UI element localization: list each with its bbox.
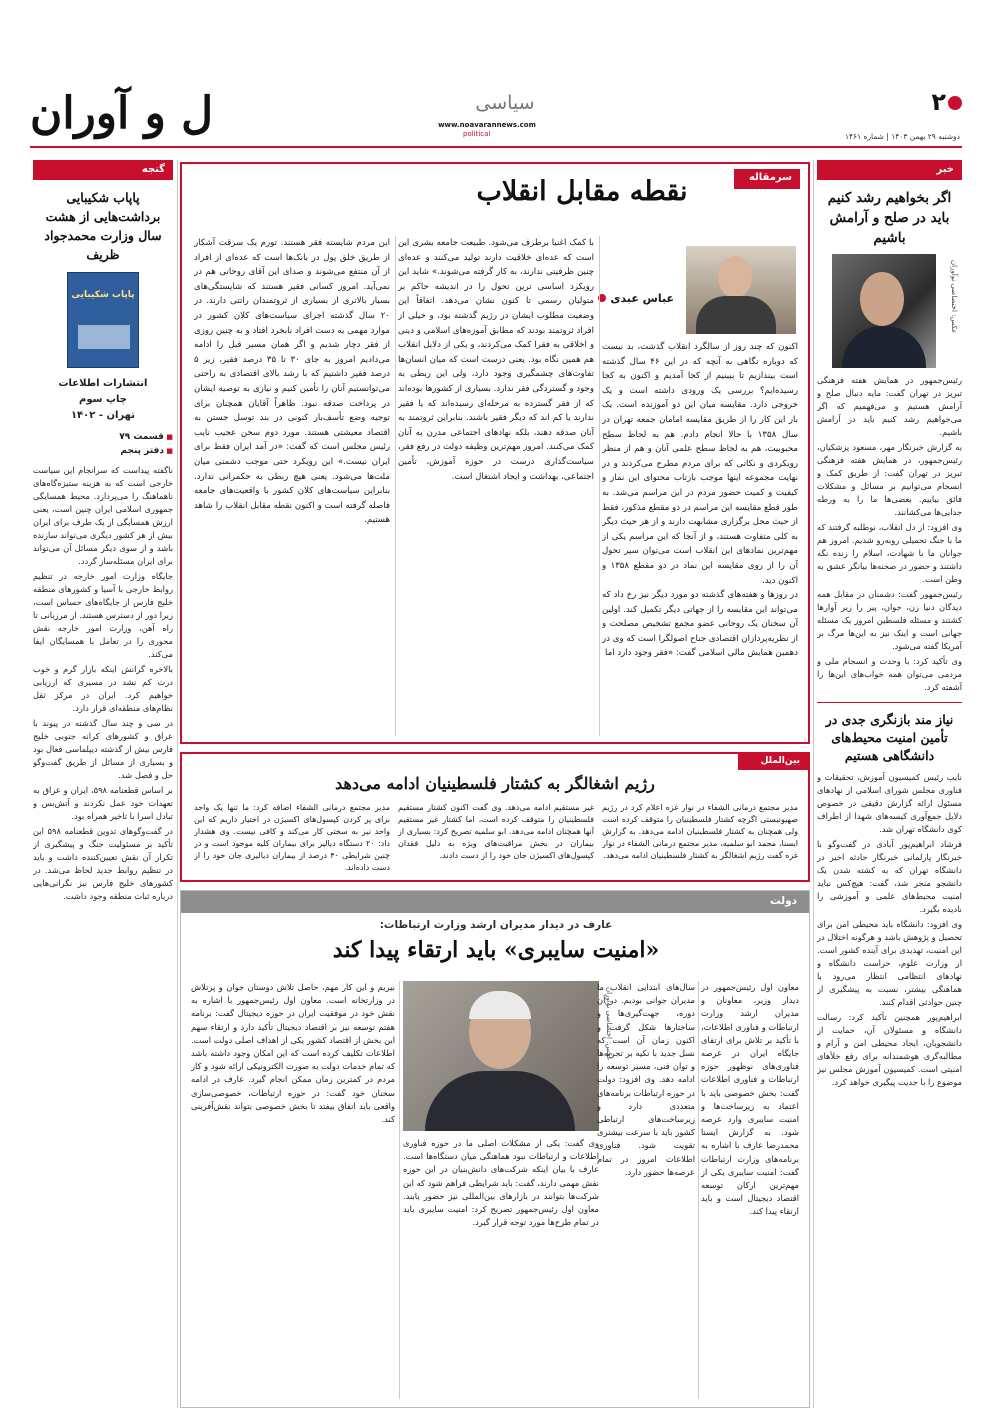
news-label: خبر [817,160,962,180]
book-body [33,464,173,903]
editorial-text: اکنون که چند روز از سالگرد انقلاب گذشت، بد نیست که دوباره نگاهی به آنچه که در این ۴۶ سال گذشته است بیندازیم تا ببینیم از کجا آمدیم و اکنون به کجا رسیده‌ایم؟ بررسی یک ورودی داشته است و یک خروجی دارد. مقایسه میان این دو آموزنده است. یک بار این کار را از طریق مقایسه امامان جمعه تهران در سال ۱۳۵۸ با حالا انجام دادم. هم به لحاظ سطح محبوبیت، هم به لحاظ سطح علمی آنان و هم از منظر رویکردی و نکاتی که برای مردم مطرح می‌کردند و در نهایت مجموعه اینها موجب بازتاب محتوای این نماز و کیفیت و کمیت حضور مردم در این مراسم می‌شد. به طور قطع مقایسه این مراسم در دو مقطع مذکور، فقط از حیث محل برگزاری مشابهت دارند و از هر حیث دیگر به کلی متفاوت هستند، و از آنجا که این مراسم یکی از مهم‌ترین نمادهای این انقلاب است می‌توان سیر تحول آن را از روی مقایسه این نماد در دو مقطع ۱۳۵۸ و اکنون دید. [602,342,798,586]
news-body [817,374,962,694]
book-cover-graphic [78,325,130,349]
editorial-text: در روزها و هفته‌های گذشته دو مورد دیگر نیز رخ داد که می‌تواند این مقایسه را از جهاتی دیگر تکمیل کند. اولین آن سخنان یک روحانی عضو مجمع تشخیص مصلحت و از نظریه‌پردازان اقتصادی جناح اصولگرا است که وی در دهمین همایش مالی اسلامی گفت: «فقر وجود دارد اما [602,590,798,659]
news-paragraph: ابراهیم‌پور همچنین تأکید کرد: رسالت دانشگاه و مسئولان آن، حمایت از دانشجویان، ایجاد محیطی امن و آرام و مطالبه‌گری هوشمندانه برای رفع خلأهای امنیتی است. کمیسیون آموزش مجلس نیز موضوع را با جدیت پیگیری خواهد کرد. [817,1012,962,1087]
book-cover [67,272,139,368]
news-paragraph: به گزارش خبرنگار مهر، مسعود پزشکیان، رئیس‌جمهور، در همایش هفته فرهنگی تبریز در تهران گفت: از طریق کمک و انسجام می‌توانیم بر مسائل و مشکلات فائق بیاییم. بعضی‌ها ما را به ورطه جدایی‌ها می‌کشانند. [817,442,962,517]
government-column: وی گفت: یکی از مشکلات اصلی ما در حوزه فناوری اطلاعات و ارتباطات نبود هماهنگی میان دستگاه‌ها است. عارف با بیان اینکه شرکت‌های دانش‌بنیان در این حوزه نقش مهمی دارند، گفت: باید شرایطی فراهم شود که این شرکت‌ها بتوانند در بازارهای بین‌المللی نیز حضور یابند. معاون اول رئیس‌جمهور تصریح کرد: امنیت سایبری باید در تمام طرح‌ها مورد توجه قرار گیرد. [403,1138,599,1228]
issue-date: دوشنبه ۲۹ بهمن ۱۴۰۳ | شماره ۱۴۶۱ [845,132,960,141]
photo-suit-shape [842,326,926,368]
column-divider [698,981,699,1399]
editorial-label: سرمقاله [734,169,800,189]
page-number: ۲ [931,88,946,116]
international-column: مدیر مجتمع درمانی الشفاء در نوار غزه اعلام کرد در رژیم صهیونیستی اگرچه کشتار فلسطینیان را متوقف کرده است ولی همچنان به کشتار فلسطینیان ادامه می‌دهد. به گزارش ایسنا، محمد ابو سلمیه، مدیر مجتمع درمانی الشفاء در نوار غزه گفت رژیم اشغالگر به کشتار فلسطینیان ادامه می‌دهد. [602,803,798,860]
government-column: سال‌های ابتدایی انقلاب ما مدیران جوانی بودیم. در آن دوره، جهت‌گیری‌ها و ساختارها شکل گرفت و اکنون زمان آن است که نسل جدید با تکیه بر تجربه‌ها و توان فنی، مسیر توسعه را ادامه دهد. وی افزود: دولت در حوزه ارتباطات برنامه‌های متعددی دارد و زیرساخت‌های ارتباطی کشور باید با سرعت بیشتری تقویت شود. فناوری اطلاعات امروز در تمام عرصه‌ها حضور دارد. [597,982,695,1177]
book-paragraph: در سی و چند سال گذشته در پیوند با عراق و کشورهای کرانه جنوبی خلیج فارس بیش از گذشته دیپلماسی فعال بود و بسیاری از مسائل از طریق گفت‌وگو حل و فصل شد. [33,718,173,780]
photo-hair-shape [469,991,531,1019]
book-label: گنجه [33,160,173,180]
editorial-author[interactable]: عباس عبدی [598,292,674,305]
news-column [817,160,962,1407]
government-kicker: عارف در دیدار مدیران ارشد وزارت ارتباطات: [379,919,613,931]
news-paragraph: فرشاد ابراهیم‌پور آبادی در گفت‌وگو با خبرنگار پارلمانی خبرنگار حادثه اخیر در دانشگاه تهران که به کشته شدن یک دانشجو منجر شد، گفت: هیچ‌کس نباید امنیت محیط‌های علمی و آموزشی را نادیده بگیرد. [817,839,962,914]
column-divider [599,236,600,736]
photo-head-shape [718,256,752,298]
news-photo-wrap [817,254,962,368]
column-divider [395,236,396,736]
book-paragraph: بر اساس قطعنامه ۵۹۸، ایران و عراق به تعهدات خود عمل نکردند و آتش‌بس و تبادل اسرا با تاخیر همراه بود. [33,785,173,821]
book-publisher: انتشارات اطلاعات [58,378,148,389]
book-paragraph: جایگاه وزارت امور خارجه در تنظیم روابط خارجی با آسیا و کشورهای منطقه خلیج فارس از جایگاه‌های حساس است، زیرا دور از دسترس هستند. از مرزبانی تا راه آهن، وزارت امور خارجه نقش محوری را در تعامل با همسایگان ایفا می‌کند. [33,571,173,659]
international-headline[interactable]: رژیم اشغالگر به کشتار فلسطینیان ادامه می‌دهد [335,774,655,793]
government-box [180,890,810,1408]
news-separator [817,702,962,703]
book-part: ■ قسمت ۷۹ [33,430,173,444]
aref-photo [403,981,599,1131]
university-security-headline[interactable]: نیاز مند بازنگری جدی در تأمین امنیت محیط‌های دانشگاهی هستیم [825,712,954,763]
government-column: معاون اول رئیس‌جمهور در دیدار وزیر، معاونان و مدیران ارشد وزارت ارتباطات و فناوری اطلاعات، با تأکید بر تلاش برای ارتقای جایگاه ایران در عرصه فناوری‌های نوظهور حوزه ارتباطات و فناوری اطلاعات گفت: بخش خصوصی باید با اعتماد به زیرساخت‌ها و امنیت سایبری وارد عرصه شود. به گزارش ایسنا محمدرضا عارف با اشاره به برنامه‌های وزارت ارتباطات گفت: امنیت سایبری یکی از مهم‌ترین ارکان توسعه اقتصاد دیجیتال است و باید ارتقاء پیدا کند. [701,982,799,1217]
news-headline[interactable]: اگر بخواهیم رشد کنیم باید در صلح و آرامش باشیم [827,190,952,246]
news-paragraph: وی افزود: از دل انقلاب، نوطلبه گرفتند که ما با جنگ تحمیلی روبه‌رو شدیم. امروز هم جوانان ما با شهادت، اسلام را زنده نگه داشتند و حضور در صحنه‌ها بیانگر عشق به وطن است. [817,522,962,584]
photo-suit-shape [425,1071,575,1131]
editorial-box [180,162,810,744]
section-tag-english: political [463,130,491,138]
international-column: غیر مستقیم ادامه می‌دهد. وی گفت اکنون کشتار مستقیم فلسطینیان را متوقف کرده است، اما کشتار غیر مستقیم آنها همچنان ادامه می‌دهد. ابو سلمیه تصریح کرد: بسیاری از بیماران در بخش مراقبت‌های ویژه به دلیل فقدان کپسول‌های اکسیژن جان خود را از دست دادند. [398,803,594,860]
site-url[interactable]: www.noavarannews.com [438,121,536,129]
international-label: بین‌الملل [738,754,808,770]
page-dot-icon [948,96,962,110]
book-edition: چاپ سوم [79,394,127,405]
author-photo [686,246,796,334]
photo-head-shape [860,272,904,326]
photo-credit: عکس: اختصاصی نوآوران [950,260,958,334]
book-place-year: تهران - ۱۴۰۲ [70,410,136,421]
page-column-divider [813,160,814,1408]
book-column [33,160,173,1407]
government-label: دولت [181,891,809,913]
column-divider [399,981,400,1399]
government-column: بیریم و این کار مهم، حاصل تلاش دوستان جوان و پرتلاش در وزارتخانه است. معاون اول رئیس‌جمهور با اشاره به نقش خود در موفقیت ایران در حوزه دیجیتال گفت: برنامه هفتم توسعه نیز بر اقتصاد دیجیتال تأکید دارد و ارتقاء سهم این بخش از اقتصاد کشور یکی از اهداف اصلی دولت است. اطلاعات تکلیف کرده است که این امکان وجود داشته باشد که تمام خدمات دولت به صورت الکترونیکی ارائه شود و کار مردم در کمترین زمان ممکن انجام گیرد. عارف در ادامه سخنان خود گفت: در حوزه ارتباطات، خصوصی‌سازی واقعی باید اتفاق بیفتد تا بخش خصوصی بتواند نقش‌آفرینی کند. [191,982,395,1125]
news-paragraph: نایب رئیس کمیسیون آموزش، تحقیقات و فناوری مجلس شورای اسلامی از نهادهای مسئول ارائه گزارش دقیقی در خصوص دلایل جمع‌آوری کیسه‌های شهدا از اطراف کوی دانشگاه تهران شد. [817,772,962,834]
header-divider [30,146,962,148]
book-paragraph: بالاخره گرانش اینکه بازار گرم و خوب درت کم نشد در مسیری که ارزیابی خواهیم کرد. ایران در مرکز ثقل نظام‌های منطقه‌ای قرار دارد. [33,664,173,713]
international-box [180,752,810,882]
news-paragraph: رئیس‌جمهور در همایش هفته فرهنگی تبریز در تهران گفت: مایه دنبال صلح و آرامش هستیم و می‌فهمیم که اگر می‌خواهیم رشد کنیم باید در آرامش باشیم. [817,375,962,437]
president-photo [832,254,936,368]
photo-body-shape [696,296,776,334]
editorial-column: این مردم شایسته فقر هستند. تورم یک سرقت آشکار از طریق خلق پول در بانک‌ها است که عده‌ای از افراد از آن منتفع می‌شوند و صدای این آقای روحانی هم در نمی‌آید. امروز کسانی فقیر هستند که شایستگی‌های بسیار بالاتری از بسیاری از ثروتمندان راتتی دارند. در ۲۰ سال گذشته اجرای سیاست‌های کلان کشور در موارد مهمی به دست افراد نابخرد افتاد و به چنین روزی از فقر دچار شدیم و اگر همان مسیر قبل را ادامه می‌دادیم امروز به جای ۳۰ تا ۳۵ درصد فقیر، زیر ۵ درصد فقیر داشتیم که با رشد بالای اقتصادی به راحتی می‌توانستیم آنان را تأمین کنیم و نیازی به توصیه ایشان در پرداخت صدقه نبود. ظاهراً آقایان همچنان برای توجیه وضع تأسف‌بار کنونی در بند توسل جستن به اقتصاد معیشتی هستند. مورد دوم سخن عجیب نایب رئیس مجلس است که گفت: «در آمد ایران فقط برای ایران نیست.» این رویکرد حتی موجب دشمنی میان ملت‌ها می‌شود. یعنی هیچ ربطی به حکمرانی ندارد. بنابراین سیاست‌های کلان کشور با واقعیت‌های جامعه فاصله گرفته است و اکنون نقطه مقابل انقلاب را شاهد هستیم. [194,238,390,526]
news-paragraph: وی افزود: دانشگاه باید محیطی امن برای تحصیل و پژوهش باشد و هرگونه اختلال در این امنیت، تهدیدی برای آینده کشور است. از وزارت علوم، حراست دانشگاه و نهادهای انتظامی انتظار می‌رود با هماهنگی بیشتر، نسبت به پیشگیری از چنین حوادثی اقدام کنند. [817,919,962,1007]
news-paragraph: وی تأکید کرد: با وحدت و انسجام ملی و مردمی می‌توان همه خواب‌های این‌ها را آشفته کرد. [817,656,962,692]
international-column: مدیر مجتمع درمانی الشفاء اضافه کرد: ما تنها یک واحد برای پر کردن کپسول‌های اکسیژن در اختیار داریم که این واحد نیز به سختی کار می‌کند و کافی نیست. وی هشدار داد: ۲۰ دستگاه دیالیز برای بیماران کلیه موجود است و در چنین شرایطی ۴۰ درصد از بیماران دیالیزی جان خود را از دست داده‌اند. [194,803,390,872]
book-paragraph: ناگفته پیداست که سرانجام این سیاست خارجی است که به هزینه ستیزه‌گاه‌های ناهماهنگ را می‌پردازد. محیط همسایگی جمهوری اسلامی ایران چنین است، یعنی ارزش همسایگی از یک طرف برای ایران بیش از هر کشور دیگری می‌تواند سازنده باشد و از سوی دیگر مسائل آن می‌تواند برای ایران مسئله‌ساز گردد. [33,465,173,566]
photo-credit: عکس: اختصاصی نوآوران [605,987,613,1061]
book-chapter: ■ دفتر پنجم [33,444,173,458]
government-headline[interactable]: «امنیت سایبری» باید ارتقاء پیدا کند [332,937,660,963]
university-security-body [817,771,962,1089]
masthead [0,0,992,150]
editorial-column: با کمک اغنیا برطرف می‌شود. طبیعت جامعه بشری این است که عده‌ای خلاقیت دارند تولید می‌کنند و عده‌ای چنین ظرفیتی ندارند، به کار گرفته می‌شوند.» شاید این رویکرد اساسی ترین تحول را در اندیشه حاکم بر متولیان رسمی تا کنون نشان می‌دهد. اتفاقاً این وضعیت مطلوب ایشان در رژیم گذشته بود، و خیلی از افراد ثروتمند بودند که مطابق آموزه‌های اسلامی و دینی و اخلاقی به فقرا کمک می‌کردند، و یکی از دلایل انقلاب هم همین نگاه بود. یعنی درست است که میان انسان‌ها تفاوت‌های چشمگیری وجود دارد، ولی این ربطی به وجود و گستردگی فقر ندارد. بسیاری از کشورها بوده‌اند که از فقر گسترده به مرحله‌ای رسیده‌اند که یا فقیر ندارند یا کم اند که دیگر فقیر باشند. بنابراین ثروتمند به آنان صدقه دهند، بلکه نهادهای اجتماعی مدرن به آنان کمک می‌کنند. امروز مهم‌ترین وظیفه دولت در رفع فقر، سیاست‌گذاری درست در حوزه آموزش، تأمین اجتماعی، بهداشت و ایجاد اشتغال است. [398,238,594,482]
news-paragraph: رئیس‌جمهور گفت: دشمنان در مقابل همه دیدگان دنیا زن، جوان، پیر را زیر آوارها کشتند و مسئله فلسطین امروز یک مسئله جهانی است و اینک نیز به این‌ها مرگ بر آمریکا گفته می‌شود. [817,589,962,651]
editorial-column [602,340,798,740]
page-column-divider [177,160,178,1408]
newspaper-logo[interactable]: ل و آوران [30,88,214,139]
section-title: سیاسی [475,92,535,114]
book-paragraph: در گفت‌وگوهای تدوین قطعنامه ۵۹۸ این تأکید بر مسئولیت جنگ و پیشگیری از تکرار آن نقش تعیین‌کننده داشت و باید در تنظیم روابط جدید لحاظ می‌شد. در کشورهای خلیج فارس نیز نگرانی‌هایی درباره ثبات منطقه وجود داشت. [33,826,173,901]
book-cover-title: پاپاب شکیبایی [71,290,135,300]
book-title[interactable]: پاپاب شکیبایی برداشت‌هایی از هشت سال وزارت محمدجواد ظریف [44,190,162,262]
editorial-title[interactable]: نقطه مقابل انقلاب [476,176,688,207]
